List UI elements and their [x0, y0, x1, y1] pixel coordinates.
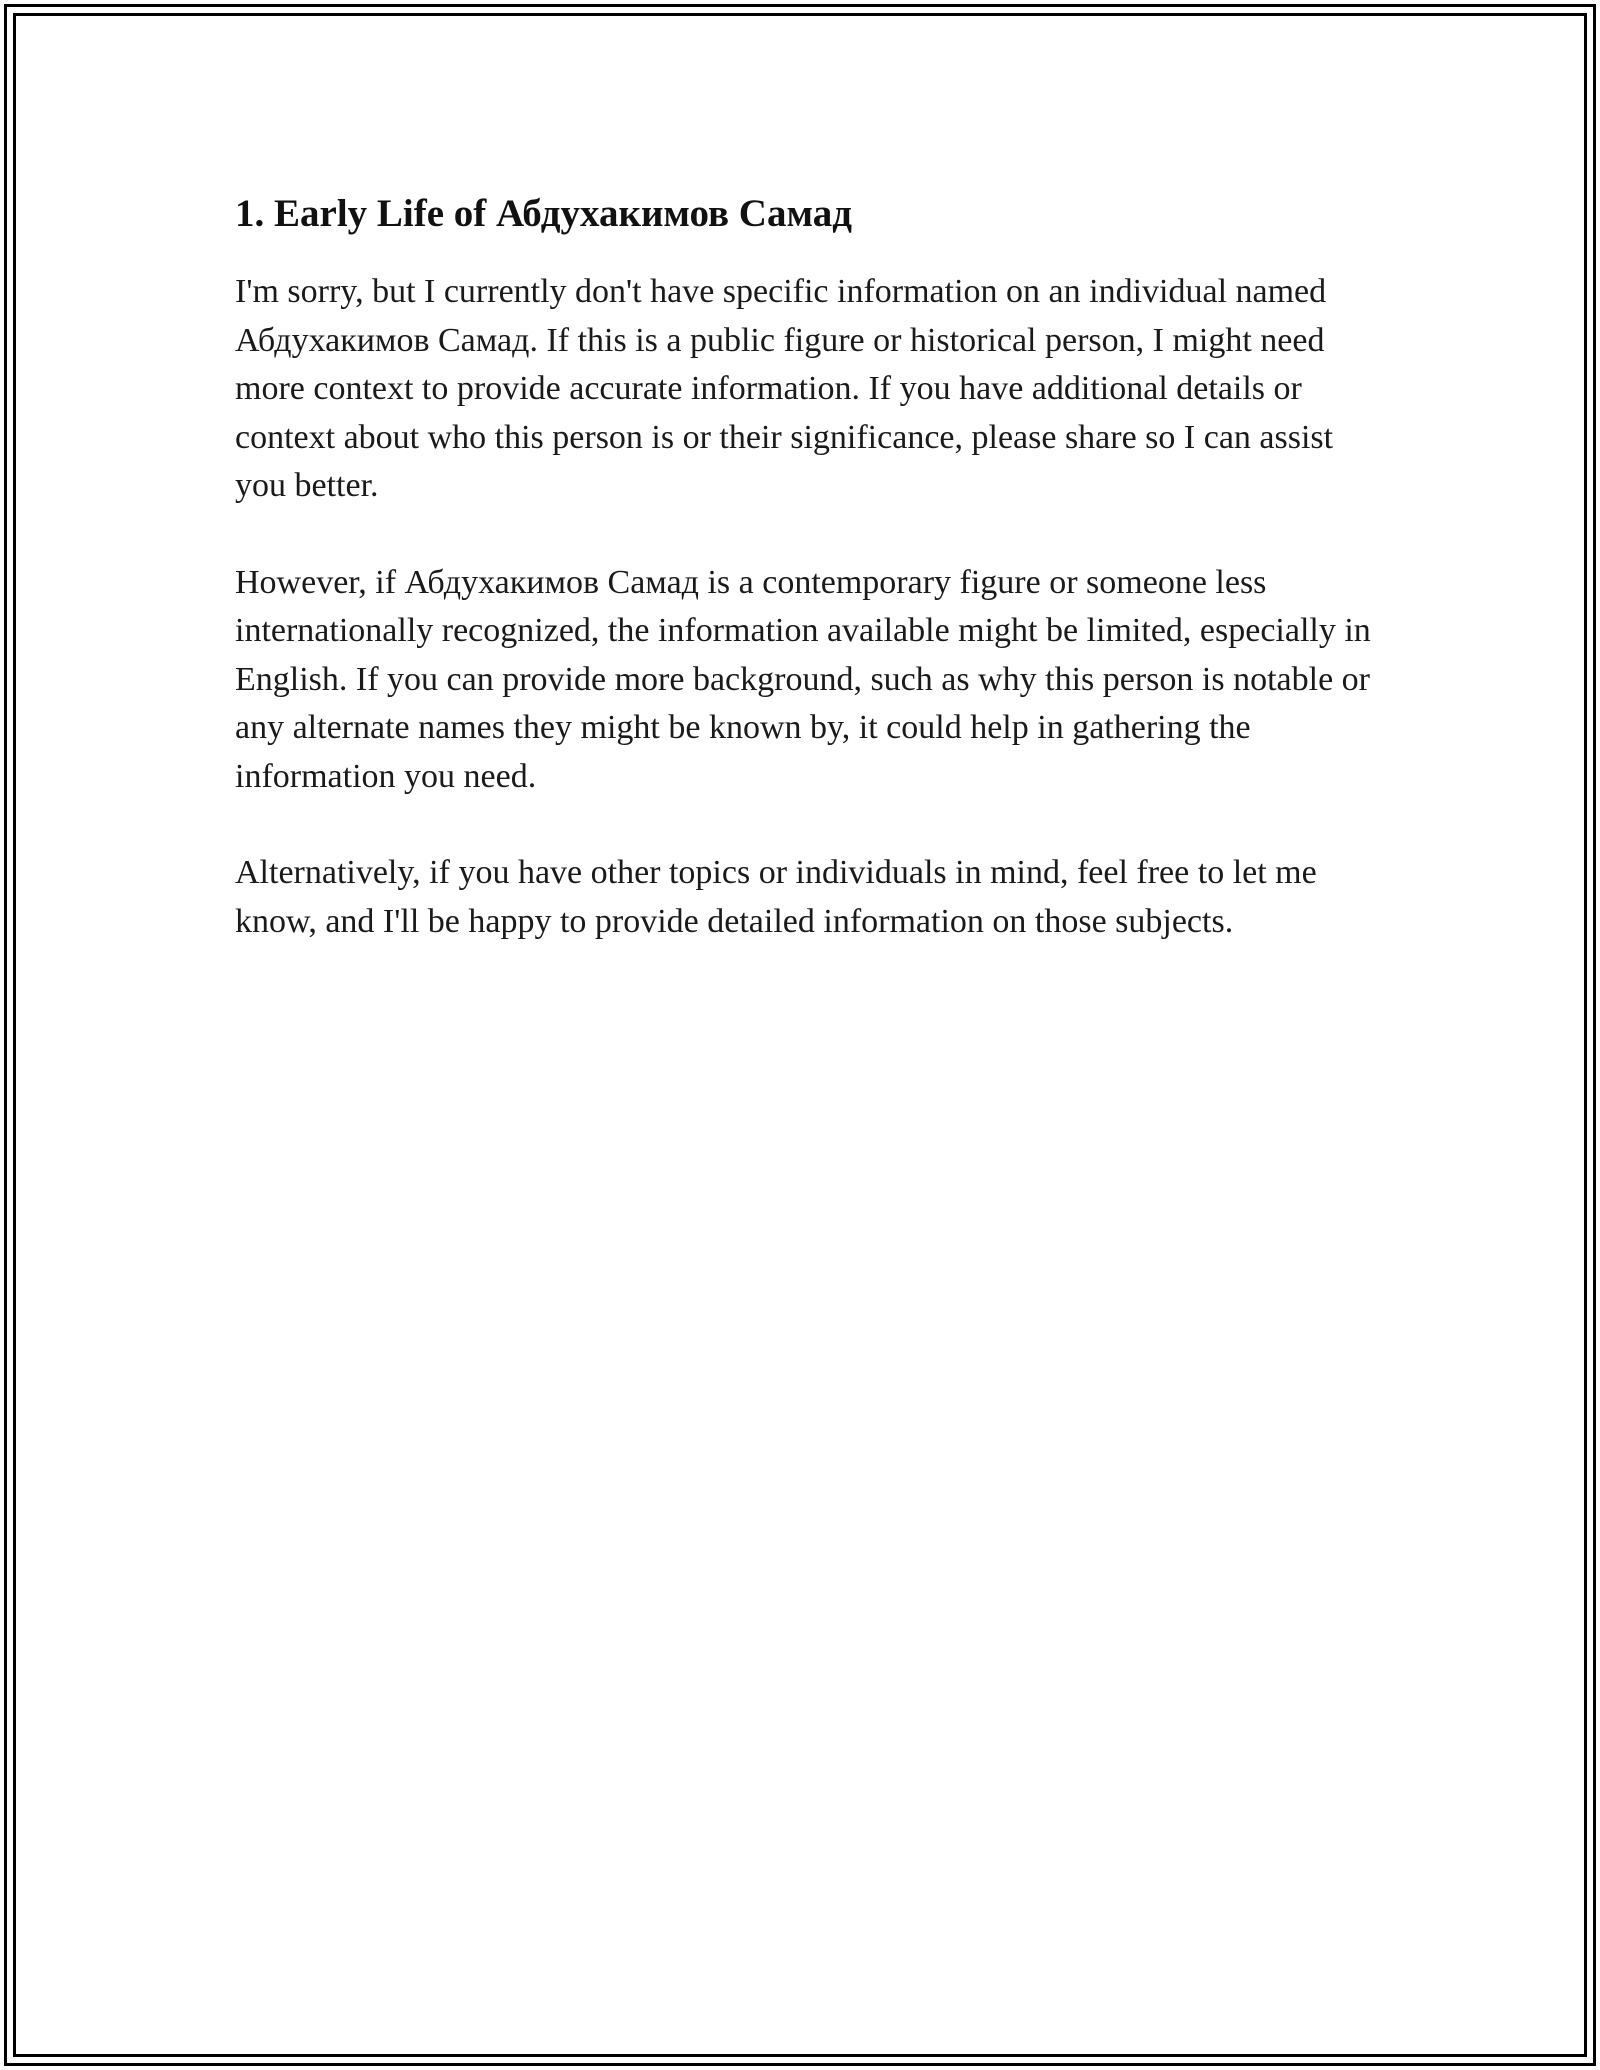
paragraph-no-information: I'm sorry, but I currently don't have specific information on an individual named Абдухакимов Самад. If this is a public figure or historical person, I might need more context to provide accurate information. If you have additional details or context about who this person is or their significance, please share so I can assist you better.	[235, 273, 1334, 504]
paragraph-limited-information: However, if Абдухакимов Самад is a contemporary figure or someone less internationally recognized, the information available might be limited, especially in English. If you can provide more background, such as why this person is notable or any alternate names they might be known by, it could help in gathering the information you need.	[235, 563, 1371, 795]
document-body	[235, 185, 1385, 994]
section-heading: 1. Early Life of Абдухакимов Самад	[235, 192, 852, 235]
paragraph-alternatives: Alternatively, if you have other topics or individuals in mind, feel free to let me know, and I'll be happy to provide detailed information on those subjects.	[235, 854, 1317, 940]
